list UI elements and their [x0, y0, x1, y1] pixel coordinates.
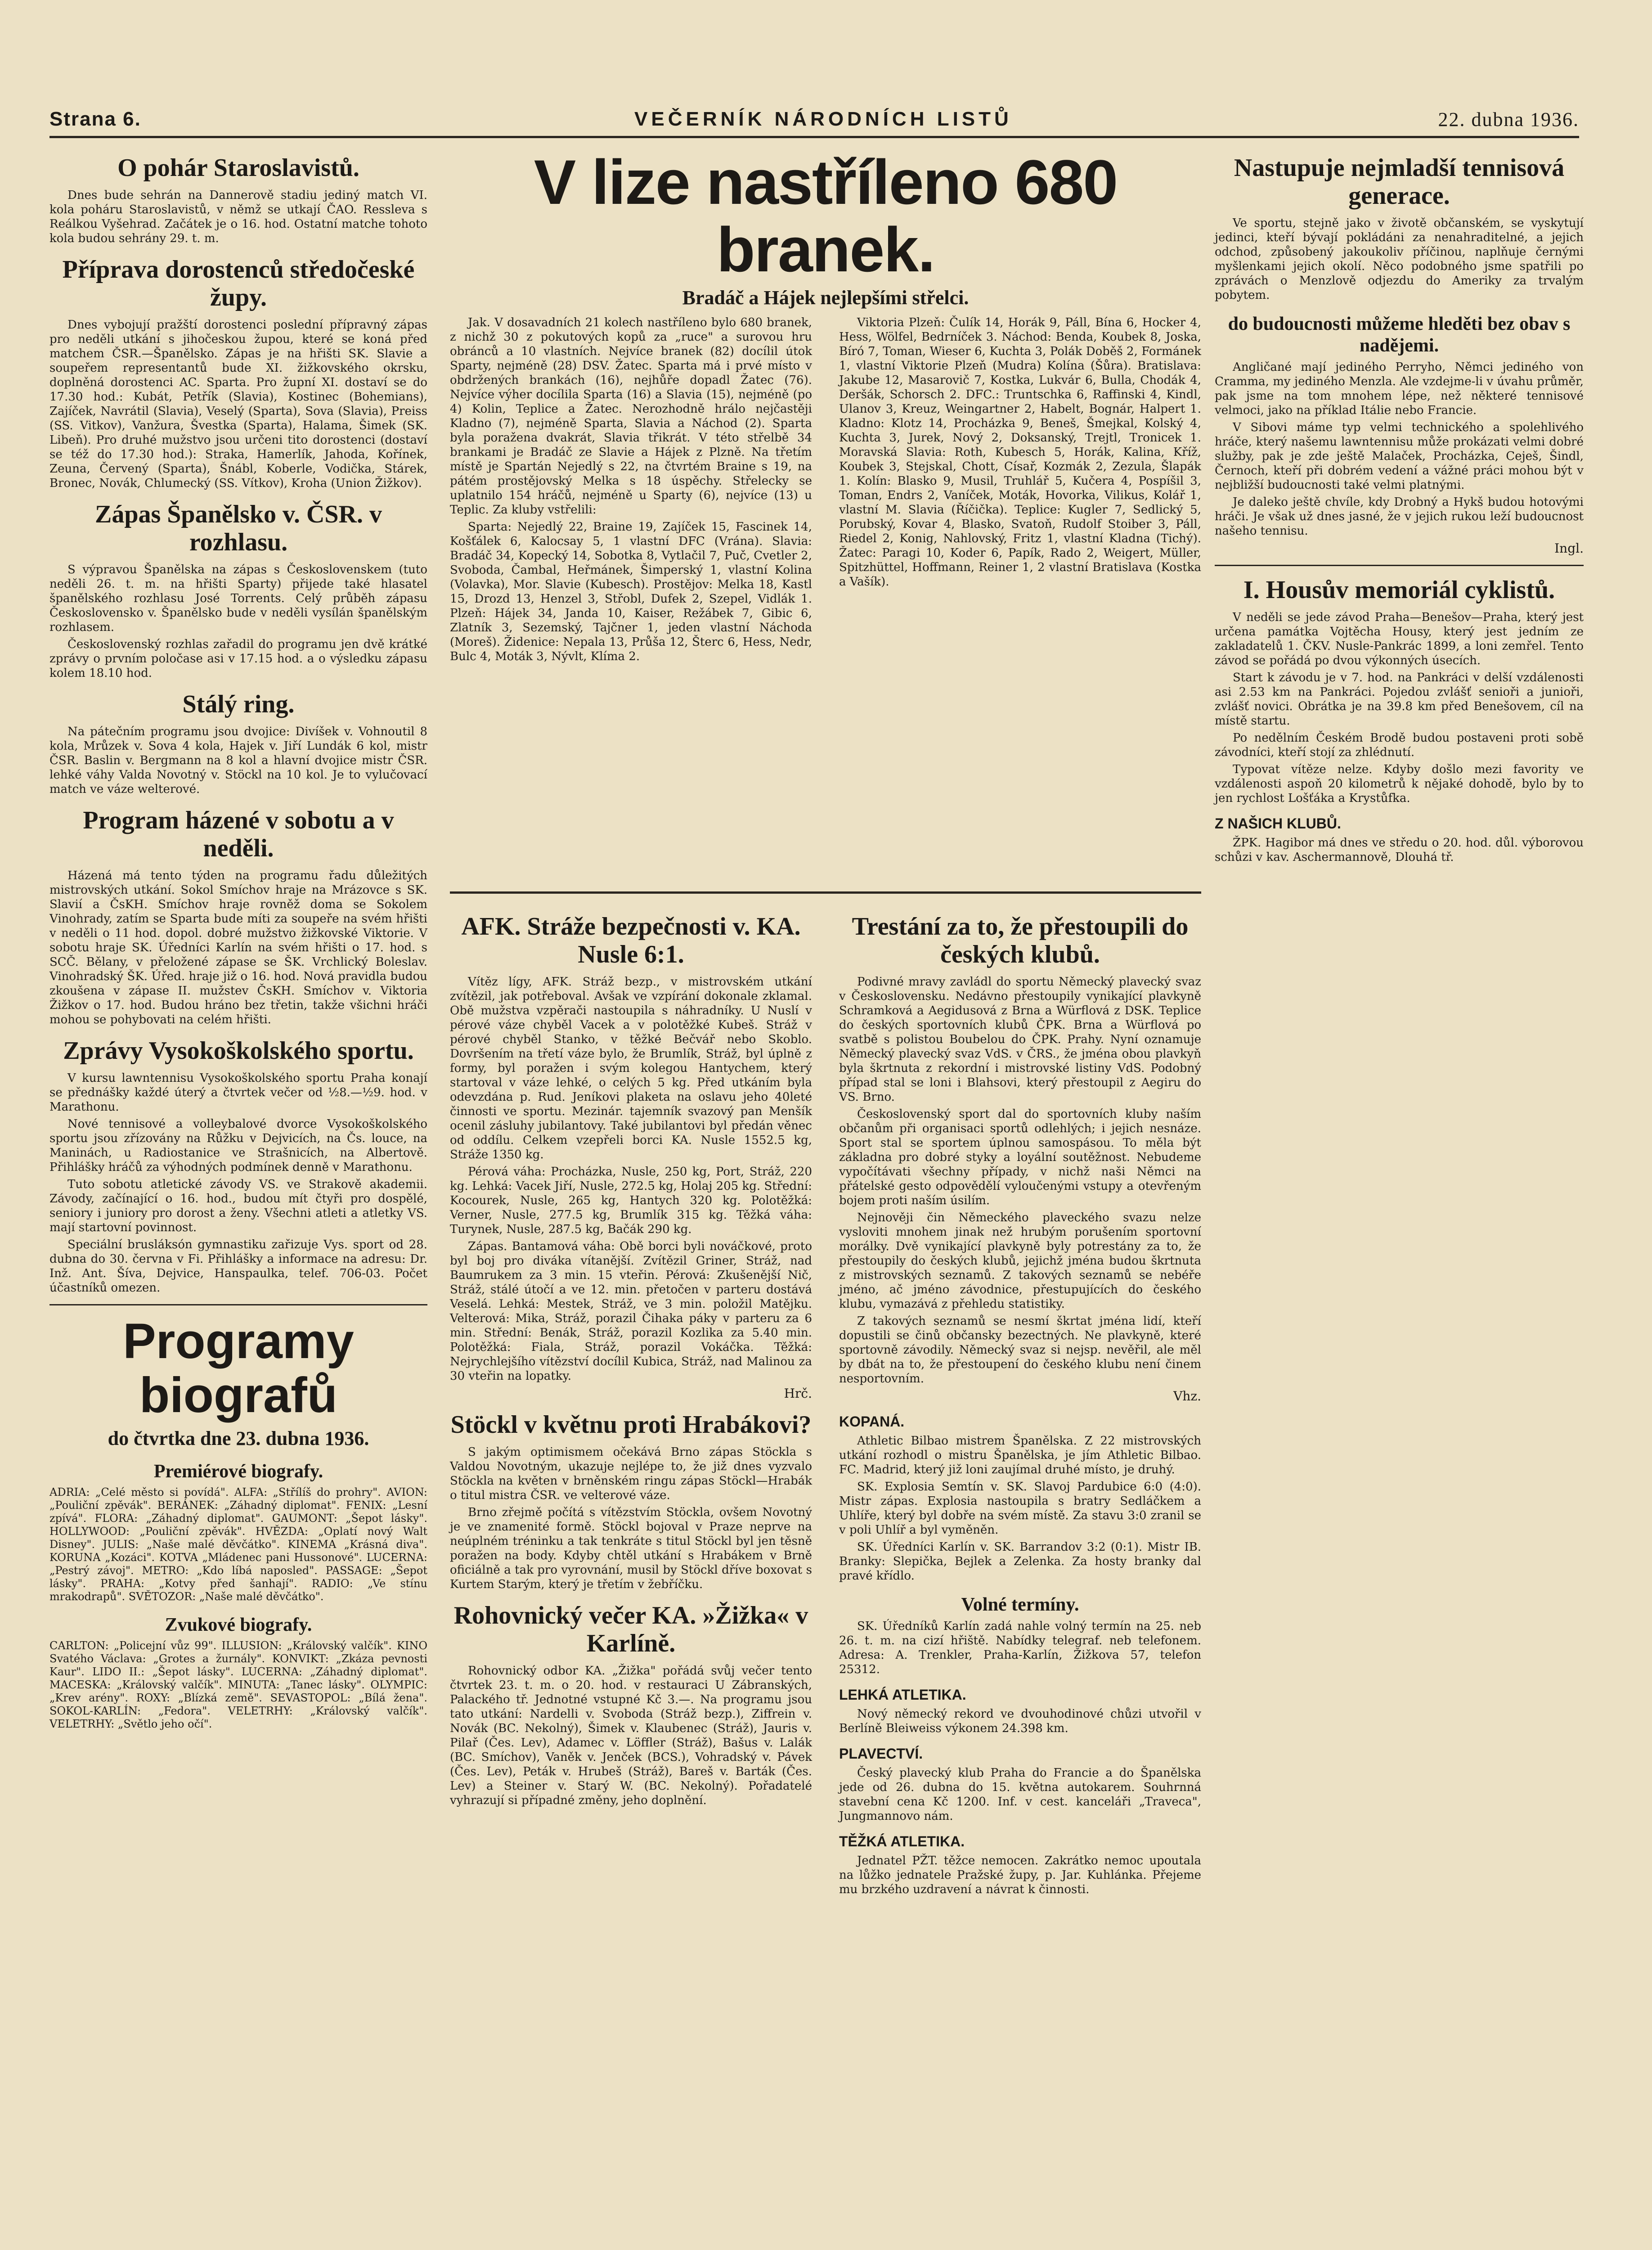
article-emphasis: do budoucnosti můžeme hleděti bez obav s nadějemi.: [1228, 314, 1571, 356]
column-right: [1215, 144, 1584, 867]
article-text: V kursu lawntennisu Vysokoškolského sportu Praha konají se přednášky každé úterý a čtvrtek večer od ½8.—½9. hod. v Marathonu.: [49, 1071, 427, 1114]
article-text: Speciální brusláksón gymnastiku zařizuje Vys. sport od 28. dubna do 30. června v Fi. Přihlášky a informace na adresu: Dr. Inž. Ant. Šíva, Dejvice, Hanspaulka, telef. 706-03. Počet účastníků omezen.: [49, 1238, 427, 1295]
article-text: Československý rozhlas zařadil do programu jen dvě krátké zprávy o prvním poločase asi v 17.15 hod. a o výsledku zápasu kolem 18.10 hod.: [49, 638, 427, 680]
article-text: Nejnověji čin Německého plaveckého svazu nelze vysloviti mnohem jinak než hrubým porušením sportovní morálky. Dvě vynikající plavkyně byly potrestány za to, že přestoupily do českých klubů, jejichž jména budou škrtnuta z mistrovských seznamů. Z takových seznamů se nebéře jméno, ač jméno závodnice, přestupujících do českého klubu, vymazává z přehledu statistiky.: [839, 1211, 1201, 1311]
article-title: Zápas Španělsko v. ČSR. v rozhlasu.: [94, 500, 382, 556]
masthead: [49, 104, 1579, 138]
paper-title: VEČERNÍK NÁRODNÍCH LISTŮ: [634, 108, 1012, 130]
article-text: Dnes bude sehrán na Dannerově stadiu jediný match VI. kola poháru Staroslavistů, v němž se utkají ČAO. Ressleva s Reálkou Vyšehrad. Začátek je o 16. hod. Ostatní matche tohoto kola budou sehrány 29. t. m.: [49, 189, 427, 245]
section-heading: PLAVECTVÍ.: [839, 1746, 923, 1762]
issue-date: 22. dubna 1936.: [1438, 108, 1579, 130]
programs-date: do čtvrtka dne 23. dubna 1936.: [108, 1427, 369, 1449]
article-text: S výpravou Španělska na zápas s Československem (tuto neděli 26. t. m. na hřišti Sparty) přijede také hlasatel španělského rozhlasu José Torrents. Celý průběh zápasu Československo v. Španělsko bude v neděli vysílán španělským rozhlasem.: [49, 563, 427, 634]
article-text: Nové tennisové a volleybalové dvorce Vysokoškolského sportu jsou zřízovány na Růžku v Dejvicích, na Čs. louce, na Maninách, u Radiostanice ve Strašnicích, na Albertově. Přihlášky hráčů za výhodných podmínek denně v Marathonu.: [49, 1117, 427, 1174]
article-text: V Sibovi máme typ velmi technického a spolehlivého hráče, který našemu lawntennisu může prokázati velmi dobré služby, pak je zde ještě Malaček, Procházka, Ceješ, Šindl, Černoch, kteří při dobrém vedení a vážné práci mohou být v nejbližší budoucnosti také velmi platnými.: [1215, 421, 1584, 492]
article-text: S jakým optimismem očekává Brno zápas Stöckla s Valdou Novotným, ukazuje nejlépe to, že již dnes vyzvalo Stöckla na květen v brněnském ringu zápas Stöckl—Hrabák o titul mistra ČSR. ve velterové váze.: [450, 1445, 812, 1502]
article-text: Po nedělním Českém Brodě budou postaveni proti sobě závodníci, kteří stojí za zhlédnutí.: [1215, 731, 1584, 759]
article-text: V neděli se jede závod Praha—Benešov—Praha, který jest určena památka Vojtěcha Housy, který jest jedním ze zakladatelů 1. ČKV. Nusle-Pankrác 1899, a loni zemřel. Tento závod se pořádá po dvou výkonných úsecích.: [1215, 611, 1584, 667]
article-text: Jak. V dosavadních 21 kolech nastříleno bylo 680 branek, z nichž 30 z pokutových kopů za „ruce" a surovou hru obránců a 10 vlastních. Nejvíce branek (82) docílil útok Sparty, nejméně (28) DSV. Žatec. Sparta má i prvé místo v obdržených brankách (16), nejhůře dopadl Žatec (76). Nejvíce výher docílila Sparta (16) a Slavia (15), nejméně (po 4) Kolin, Teplice a Žatec. Nerozhodně hrálo nejčastěji Kladno (7), nejméně Sparta, Slavia a Náchod (2). Sparta byla poražena dvakrát, Slavia třikrát. V této střelbě 34 brankami je Bradáč ze Slavie a Hájek z Plzně. Na třetím místě je Spartán Nejedlý s 22, na čtvrtém Braine s 19, na pátém prostějovský Melka s 18 úspěchy. Střelecky se uplatnilo 154 hráčů, nejméně u Sparty (6), nejvíce (13) u Teplic. Za kluby vstřelili:: [450, 316, 812, 517]
section-heading: Z NAŠICH KLUBŮ.: [1215, 815, 1341, 832]
article-title: O pohár Staroslavistů.: [117, 154, 359, 182]
article-text: Dnes vybojují pražští dorostenci poslední přípravný zápas pro neděli utkání s jihočeskou župou, které se koná před matchem ČSR.—Španělsko. Zápas je na hřišti SK. Slavie a soupeřem representantů bude XI. žižkovského okrsku, doplněná dorostenci AC. Sparta. Pro župní XI. dostaví se do 17.30 hod.: Kubát, Petřík (Slavia), Kostinec (Bohemians), Zajíček, Navrátil (Slavia), Veselý (Sparta), Sova (Slavia), Preiss (SS. Vitkov), Vanžura, Švestka (Sparta), Halama, Šimek (SK. Libeň). Pro druhé mužstvo jsou určeni tito dorostenci (dostaví se též do 17.30 hod.): Straka, Hamerlík, Jahoda, Kořínek, Zeuna, Červený (Sparta), Šnábl, Koberle, Vodička, Stárek, Bronec, Novák, Chlumecký (SS. Vítkov), Kroha (Union Žižkov).: [49, 318, 427, 490]
section-subheading: Volné termíny.: [961, 1594, 1079, 1615]
article-text: ŽPK. Hagibor má dnes ve středu o 20. hod. důl. výborovou schůzi v kav. Aschermannově, Dlouhá tř.: [1215, 836, 1584, 864]
article-text: Typovat vítěze nelze. Kdyby došlo mezi favority ve vzdálenosti aspoň 20 kilometrů k nějaké dohodě, bylo by to jen rychlost Lošťáka a Krystůfka.: [1215, 763, 1584, 805]
article-text: Je daleko ještě chvíle, kdy Drobný a Hykš budou hotovými hráči. Je však už dnes jasné, že v jejich rukou leží budoucnost našeho tennisu.: [1215, 495, 1584, 538]
article-text: Viktoria Plzeň: Čulík 14, Horák 9, Páll, Bína 6, Hocker 4, Hess, Wölfel, Bedrníček 3. Náchod: Benda, Koubek 8, Joska, Bíró 7, Toman, Wieser 6, Kuchta 3, Polák Doběš 2, Formánek 1, vlastní Viktorie Plzeň (Mudra) Kolína (Šůra). Bratislava: Jakube 12, Masarovič 7, Kostka, Lukvár 6, Bulla, Chodák 4, Deršák, Schorsch 2. DFC.: Truntschka 6, Raffinski 4, Kindl, Ulanov 3, Kreuz, Weingartner 2, Habelt, Bognár, Halpert 1. Kladno: Klotz 14, Procházka 9, Beneš, Šmejkal, Kolský 4, Kuchta 3, Jurek, Nový 2, Doksanský, Trejtl, Tronicek 1. Moravská Slavia: Roth, Kubesch 5, Horák, Kalina, Kříž, Koubek 3, Stejskal, Chott, Císař, Kozmák 2, Zezula, Šlapák 1. Kolín: Blasko 9, Musil, Truhlář 5, Kučera 4, Pospíšil 3, Toman, Endrs 2, Vaníček, Moták, Hovorka, Vilikus, Kolář 1, vlastní M. Slavia (Říčička). Teplice: Kugler 7, Sedlický 5, Porubský, Kovar 4, Blasko, Svatoň, Rudolf Stoiber 3, Páll, Riedel 2, Konig, Nahlovský, Fritz 1, vlastní Kladna (Tichý). Žatec: Paragi 10, Koder 6, Papík, Rado 2, Weigert, Müller, Spitzhüttel, Hoffmann, Reiner 1, 2 vlastní Bratislava (Kostka a Vašík).: [839, 316, 1201, 589]
author-initials: Hrč.: [784, 1386, 812, 1401]
article-text: Zápas. Bantamová váha: Obě borci byli nováčkové, proto byl boj pro diváka vítanější. Zvítězil Griner, Stráž, nad Baumrukem za 3 min. 15 vteřin. Pérová: Zkušenější Nič, Stráž, stálé útočí a ve 12. min. přetočen v parteru dostává Veselá. Lehká: Mestek, Stráž, ve 3 min. položil Matějku. Velterová: Mika, Stráž, porazil Čihaka páky v parteru za 6 min. Střední: Benák, Stráž, porazil Kozlika za 5.40 min. Polotěžká: Fiala, Stráž, porazil Vokáčka. Těžká: Nejrychlejšího vítězství docílil Kubica, Stráž, nad Malinou za 30 vteřin na lopatky.: [450, 1240, 812, 1383]
article-text: Pérová váha: Procházka, Nusle, 250 kg, Port, Stráž, 220 kg. Lehká: Vacek Jiří, Nusle, 272.5 kg, Holaj 205 kg. Střední: Kocourek, Nusle, 265 kg, Hantych 320 kg. Polotěžká: Verner, Nusle, 277.5 kg, Brumlík 315 kg. Těžká váha: Turynek, Nusle, 287.5 kg, Bačák 290 kg.: [450, 1165, 812, 1236]
main-headline: V lize nastříleno 680 branek.: [534, 147, 1118, 285]
article-text: Athletic Bilbao mistrem Španělska. Z 22 mistrovských utkání rozhodl o mistru Španělska, je jím Athletic Bilbao. FC. Madrid, který již loni zaujímal druhé místo, je druhý.: [839, 1434, 1201, 1476]
article-text: Na pátečním programu jsou dvojice: Divíšek v. Vohnoutil 8 kola, Mrůzek v. Sova 4 kola, Hajek v. Jiří Lundák 6 kol, mistr ČSR. Baslin v. Bergmann na 8 kol a hlavní dvojice mistr ČSR. lehké váhy Valda Novotný v. Stöckl na 10 kol. Je to vylučovací match ve váze welterové.: [49, 725, 427, 796]
article-text: Československý sport dal do sportovních kluby naším občanům při organisaci sportů odlehlých; i jejich nesnáze. Sport stal se sportem úplnou samospásou. To měla být základna pro dobré styky a loyální soutěžnost. Nebudeme vypočítávati všechny případy, v nichž naši Němci na přátelské gesto odpovědělí vyloučenými vstupy a otevřeným bojem proti naším úsilím.: [839, 1107, 1201, 1207]
article-title: Rohovnický večer KA. »Žižka« v Karlíně.: [453, 1602, 808, 1657]
article-title: Zprávy Vysokoškolského sportu.: [63, 1037, 414, 1065]
programs-subtitle: Zvukové biografy.: [165, 1615, 312, 1635]
programs-subtitle: Premiérové biografy.: [153, 1461, 323, 1482]
author-initials: Ingl.: [1554, 541, 1584, 556]
cinema-listing: CARLTON: „Policejní vůz 99". ILLUSION: „Královský valčík". KINO Svatého Václava: „Grotes a žurnály". KONVIKT: „Zkáza pevnosti Kaur". LIDO II.: „Šepot lásky". LUCERNA: „Záhadný diplomat". MACESKA: „Královský valčík". MINUTA: „Tanec lásky". OLYMPIC: „Krev arény". ROXY: „Blízká země". SEVASTOPOL: „Bílá žena". SOKOL-KARLÍN: „Fedora". VELETRHY: „Královský valčík". VELETRHY: „Světlo jeho očí".: [49, 1639, 427, 1730]
article-text: Rohovnický odbor KA. „Žižka" pořádá svůj večer tento čtvrtek 23. t. m. o 20. hod. v restauraci U Zábranských, Palackého tř. Jednotné vstupné Kč 3.—. Na programu jsou tato utkání: Nardelli v. Svoboda (Stráž bezp.), Ziffrein v. Novák (BC. Nekolný), Šimek v. Klaubenec (Stráž), Jauris v. Pilař (Čes. Lev), Adamec v. Löffler (Stráž), Bašus v. Lalák (BC. Smíchov), Vaněk v. Jenček (BCS.), Vohradský v. Pávek (Čes. Lev), Peták v. Hrubeš (Stráž), Bareš v. Barták (Čes. Lev) a Steiner v. Starý W. (BC. Nekolný). Pořadatelé vyhrazují si případné změny, jeho doplnění.: [450, 1664, 812, 1807]
article-text: Jednatel PŽT. těžce nemocen. Zakrátko nemoc upoutala na lůžko jednatele Pražské župy, p. Jar. Kuhlánka. Přejeme mu brzkého uzdravení a návrat k činnosti.: [839, 1854, 1201, 1896]
article-text: Angličané mají jediného Perryho, Němci jediného von Cramma, my jediného Menzla. Ale vzdejme-li v úvahu průměr, pak jsme na tom mnohem lépe, než některé tennisové velmoci, jako na příklad Itálie nebo Francie.: [1215, 360, 1584, 417]
main-subheadline: Bradáč a Hájek nejlepšími střelci.: [682, 287, 969, 309]
divider: [1215, 565, 1584, 566]
article-text: Český plavecký klub Praha do Francie a do Španělska jede od 26. dubna do 15. května autokarem. Souhrnná stavební cena Kč 1200. Inf. v cest. kanceláři „Traveca", Jungmannovo nám.: [839, 1766, 1201, 1823]
article-title: Příprava dorostenců středočeské župy.: [62, 256, 415, 311]
article-title: Nastupuje nejmladší tennisová generace.: [1234, 154, 1565, 210]
article-text: SK. Úředníků Karlín zadá nahle volný termín na 25. neb 26. t. m. na cizí hřiště. Nabídky telegraf. neb telefonem. Adresa: A. Trenkler, Praha-Karlín, Žižkova 57, telefon 25312.: [839, 1620, 1201, 1676]
article-text: Nový německý rekord ve dvouhodinové chůzi utvořil v Berlíně Bleiweiss výkonem 24.398 km.: [839, 1707, 1201, 1735]
article-text: Start k závodu je v 7. hod. na Pankráci v delší vzdálenosti asi 2.53 km na Pankráci. Pojedou zvlášť senioři a junioři, zvlášť novici. Obrátka je na 39.8 km před Benešovem, cíl na místě startu.: [1215, 671, 1584, 728]
section-heading: TĚŽKÁ ATLETIKA.: [839, 1833, 965, 1850]
article-text: Vítěz lígy, AFK. Stráž bezp., v mistrovském utkání zvítězil, jak potřeboval. Avšak ve vzpírání dokonale zklamal. Obě mužstva vzpěrači nastoupila s náhradníky. U Nuslí v pérové váze chyběl Vacek a v polotěžké Kubeš. Stráž v pérové chyběl Stanko, v těžké Bečvář nebo Skoblo. Dovršením na třetí váze bylo, že Brumlík, Stráž, byl úplně z formy, byl poražen i svým kolegou Hantychem, který startoval v váze lehké, o celých 5 kg. Před utkáním byla odevzdána p. Rud. Jeníkovi plaketa na oslavu jeho 40leté činnosti ve sportu. Mezinár. tajemník svazový pan Menšík ocenil zásluhy jubilantovy. Také jubilantovi byl předán věnec od oddílu. Celkem vzepřeli borci KA. Nusle 1552.5 kg, Stráže 1350 kg.: [450, 975, 812, 1161]
article-title: Stöckl v květnu proti Hrabákovi?: [450, 1411, 812, 1439]
article-text: Ve sportu, stejně jako v životě občanském, se vyskytují jedinci, kteří bývají pokládáni za nenahraditelné, a jejich odchod, způsobený jakoukoliv příčinou, naplňuje černými myšlenkami jejich okolí. Něco podobného jsme spatřili po zprávách o Menzlově odjezdu do Ameriky za trvalým pobytem.: [1215, 216, 1584, 302]
section-heading: LEHKÁ ATLETIKA.: [839, 1687, 966, 1703]
article-text: Brno zřejmě počítá s vítězstvím Stöckla, ovšem Novotný je ve znamenité formě. Stöckl bojoval v Praze neprve na neúplném tréninku a tak tenkráte s titul Stöckl byl jen těsně poražen na body. Kdyby chtěl utkání s Hrabákem v Brně oficiálně a tak pro vyrovnání, musil by Stöckl dříve boxovat s Kurtem Starým, který je třetím v žebříčku.: [450, 1506, 812, 1591]
article-text: Házená má tento týden na programu řadu důležitých mistrovských utkání. Sokol Smíchov hraje na Mrázovce s SK. Slavií a ČsKH. Smíchov hraje rovněž doma se Sokolem Vinohrady, zatím se Sparta bude míti za soupeře na svém hřišti v neděli o 11 hod. dopol. dobré mužstvo žižkovské Viktorie. V sobotu hraje SK. Úředníci Karlín na svém hřišti o 17. hod. s SCČ. Bělany, v přeložené zápase se ŠK. Vrchlický Boleslav. Vinohradský ŠK. Úřed. hraje již o 16. hod. Nová pravidla budou zkoušena v zápase II. mužstev ČsKH. Smíchov v. Viktoria Žižkov o 17. hod. Budou hráno bez třetin, takže všichni hráči mohou se pohybovati na celém hřišti.: [49, 869, 427, 1026]
article-text: Sparta: Nejedlý 22, Braine 19, Zajíček 15, Fascinek 14, Košťálek 6, Kalocsay 5, 1 vlastní DFC (Vrána). Slavia: Bradáč 34, Kopecký 14, Sobotka 8, Vytlačil 7, Puč, Cvetler 2, Svoboda, Čambal, Heřmánek, Šimperský 1, vlastní Kolina (Volavka), Mor. Slavie (Kubesch). Prostějov: Melka 18, Kastl 15, Drozd 13, Henzel 3, Střobl, Dufek 2, Szepel, Vidlák 1. Plzeň: Hájek 34, Janda 10, Kaiser, Režábek 7, Gibic 6, Zlatník 3, Sezemský, Tajčner 1, jeden vlastní Náchoda (Moreš). Židenice: Nepala 13, Průša 12, Šterc 6, Hess, Nedr, Bulc 4, Moták 3, Nývlt, Klíma 2.: [450, 520, 812, 663]
article-title: Trestání za to, že přestoupili do českých klubů.: [852, 913, 1189, 968]
page-number: Strana 6.: [49, 108, 141, 130]
cinema-listing: ADRIA: „Celé město si povídá". ALFA: „Střílíš do prohry". AVION: „Pouliční zpěvák". BERÁNEK: „Záhadný diplomat". FENIX: „Lesní zpívá". FLORA: „Záhadný diplomat". GAUMONT: „Šepot lásky". HOLLYWOOD: „Pouliční zpěvák". HVĚZDA: „Oplatí nový Walt Disney". JULIS: „Naše malé děvčátko". KINEMA „Krásná diva". KORUNA „Kozáci". KOTVA „Mládenec pani Hussonové". LUCERNA: „Pestrý závoj". METRO: „Kdo líbá naposled". PASSAGE: „Šepot lásky". PRAHA: „Kotvy před šanhají". RADIO: „Ve stínu mrakodrapů". SVĚTOZOR: „Naše malé děvčátko".: [49, 1486, 427, 1603]
article-text: Z takových seznamů se nesmí škrtat jména lidí, kteří dopustili se činů občansky bezectných. Ne plavkyně, které sportovně závodily. Německý svaz si nejsp. nevěřil, ale měl by dbát na to, že přestoupení do českého klubu není činem nesportovním.: [839, 1314, 1201, 1386]
article-title: I. Housův memoriál cyklistů.: [1243, 576, 1555, 604]
article-title: Program házené v sobotu a v neděli.: [83, 806, 394, 862]
article-text: Podivné mravy zavládl do sportu Německý plavecký svaz v Československu. Nedávno přestoupily vynikající plavkyně Schramková a Aegidusová z Brna a Würflová z DSK. Teplice do českých sportovních klubů ČPK. Brna a Würflová po svatbě s polistou Boubelou do ČPK. Prahy. Nyní oznamuje Německý plavecký svaz VdS. v ČRS., že jména obou plavkyň byla škrtnuta z rekordní i mistrovské listiny VdS. Podobný případ stal se loni i Blahsovi, který přestoupil z Aegiru do VS. Brno.: [839, 975, 1201, 1104]
column-left: [49, 144, 427, 1733]
article-text: SK. Úředníci Karlín v. SK. Barrandov 3:2 (0:1). Mistr IB. Branky: Slepička, Bejlek a Zelenka. Za hosty branky dal pravé křídlo.: [839, 1540, 1201, 1583]
article-text: SK. Explosia Semtín v. SK. Slavoj Pardubice 6:0 (4:0). Mistr zápas. Explosia nastoupila s bratry Sedláčkem a Uhlíře, který byl dobře na svém místě. Za stavu 3:0 zranil se v poli Uhlíř a byl vyměněn.: [839, 1480, 1201, 1537]
author-initials: Vhz.: [1173, 1389, 1201, 1404]
programs-title: Programy biografů: [123, 1314, 354, 1423]
divider: [49, 1304, 427, 1305]
column-center: [450, 144, 1201, 2250]
section-heading: KOPANÁ.: [839, 1413, 905, 1430]
article-text: Tuto sobotu atletické závody VS. ve Strakově akademii. Závody, začínající o 16. hod., budou mít čtyři pro dospělé, seniory i juniory pro dorost a ženy. Všechni atleti a atletky VS. mají startovní povinnost.: [49, 1178, 427, 1234]
article-title: Stálý ring.: [182, 690, 295, 718]
article-title: AFK. Stráže bezpečnosti v. KA. Nusle 6:1.: [461, 913, 801, 968]
